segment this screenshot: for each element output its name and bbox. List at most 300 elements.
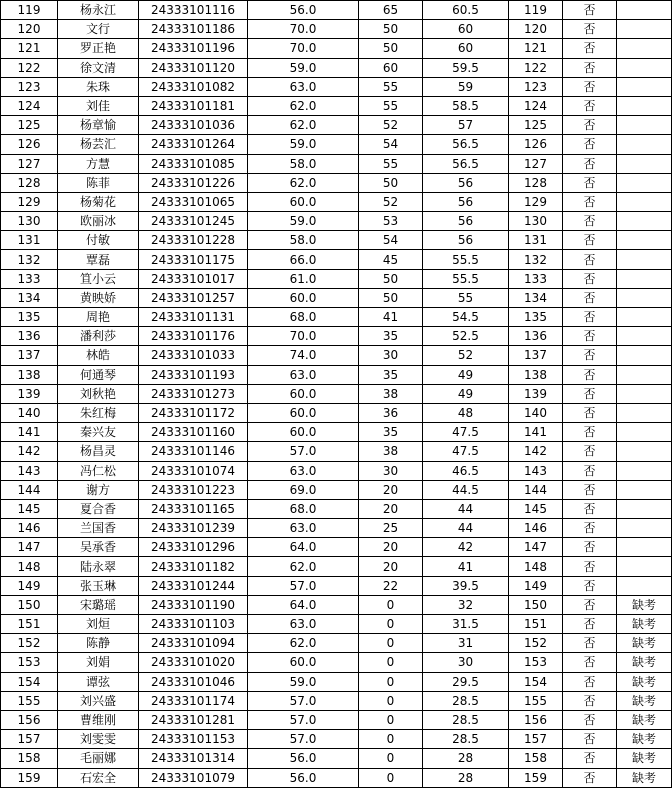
table-row bbox=[1, 20, 672, 39]
table-row bbox=[1, 365, 672, 384]
row-number-cell: 140 bbox=[1, 403, 58, 422]
enter-status-cell: 否 bbox=[563, 308, 617, 327]
table-row bbox=[1, 442, 672, 461]
interview-score-cell: 0 bbox=[359, 634, 423, 653]
interview-score-cell: 55 bbox=[359, 154, 423, 173]
enter-status-cell: 否 bbox=[563, 691, 617, 710]
enter-status-cell: 否 bbox=[563, 96, 617, 115]
candidate-name-cell: 曹维刚 bbox=[58, 710, 139, 729]
interview-score-cell: 20 bbox=[359, 538, 423, 557]
interview-score-cell: 0 bbox=[359, 710, 423, 729]
written-score-cell: 58.0 bbox=[248, 231, 359, 250]
enter-status-cell: 否 bbox=[563, 461, 617, 480]
exam-id-cell: 24333101074 bbox=[139, 461, 248, 480]
enter-status-cell: 否 bbox=[563, 768, 617, 787]
enter-status-cell: 否 bbox=[563, 116, 617, 135]
rank-cell: 141 bbox=[509, 423, 563, 442]
rank-cell: 122 bbox=[509, 58, 563, 77]
remark-cell bbox=[617, 96, 672, 115]
exam-id-cell: 24333101160 bbox=[139, 423, 248, 442]
written-score-cell: 60.0 bbox=[248, 288, 359, 307]
rank-cell: 146 bbox=[509, 519, 563, 538]
table-row bbox=[1, 192, 672, 211]
written-score-cell: 60.0 bbox=[248, 403, 359, 422]
table-row bbox=[1, 730, 672, 749]
candidate-name-cell: 石宏全 bbox=[58, 768, 139, 787]
remark-cell bbox=[617, 480, 672, 499]
interview-score-cell: 50 bbox=[359, 288, 423, 307]
exam-id-cell: 24333101174 bbox=[139, 691, 248, 710]
row-number-cell: 119 bbox=[1, 1, 58, 20]
candidate-name-cell: 刘佳 bbox=[58, 96, 139, 115]
written-score-cell: 60.0 bbox=[248, 192, 359, 211]
row-number-cell: 146 bbox=[1, 519, 58, 538]
remark-cell bbox=[617, 192, 672, 211]
written-score-cell: 68.0 bbox=[248, 308, 359, 327]
total-score-cell: 28.5 bbox=[423, 710, 509, 729]
table-row bbox=[1, 269, 672, 288]
written-score-cell: 59.0 bbox=[248, 212, 359, 231]
enter-status-cell: 否 bbox=[563, 615, 617, 634]
total-score-cell: 60.5 bbox=[423, 1, 509, 20]
enter-status-cell: 否 bbox=[563, 288, 617, 307]
total-score-cell: 60 bbox=[423, 39, 509, 58]
written-score-cell: 62.0 bbox=[248, 634, 359, 653]
enter-status-cell: 否 bbox=[563, 135, 617, 154]
candidate-name-cell: 笪小云 bbox=[58, 269, 139, 288]
row-number-cell: 126 bbox=[1, 135, 58, 154]
rank-cell: 159 bbox=[509, 768, 563, 787]
candidate-name-cell: 谢方 bbox=[58, 480, 139, 499]
table-row bbox=[1, 154, 672, 173]
table-row bbox=[1, 710, 672, 729]
candidate-name-cell: 付敏 bbox=[58, 231, 139, 250]
exam-id-cell: 24333101190 bbox=[139, 595, 248, 614]
row-number-cell: 155 bbox=[1, 691, 58, 710]
rank-cell: 121 bbox=[509, 39, 563, 58]
rank-cell: 124 bbox=[509, 96, 563, 115]
total-score-cell: 32 bbox=[423, 595, 509, 614]
exam-id-cell: 24333101146 bbox=[139, 442, 248, 461]
exam-id-cell: 24333101085 bbox=[139, 154, 248, 173]
total-score-cell: 56 bbox=[423, 212, 509, 231]
candidate-name-cell: 杨章愉 bbox=[58, 116, 139, 135]
interview-score-cell: 25 bbox=[359, 519, 423, 538]
candidate-name-cell: 方慧 bbox=[58, 154, 139, 173]
table-row bbox=[1, 595, 672, 614]
interview-score-cell: 38 bbox=[359, 442, 423, 461]
written-score-cell: 61.0 bbox=[248, 269, 359, 288]
enter-status-cell: 否 bbox=[563, 557, 617, 576]
total-score-cell: 56.5 bbox=[423, 154, 509, 173]
rank-cell: 148 bbox=[509, 557, 563, 576]
candidate-name-cell: 林皓 bbox=[58, 346, 139, 365]
written-score-cell: 64.0 bbox=[248, 538, 359, 557]
candidate-name-cell: 杨昌灵 bbox=[58, 442, 139, 461]
written-score-cell: 74.0 bbox=[248, 346, 359, 365]
rank-cell: 149 bbox=[509, 576, 563, 595]
total-score-cell: 56 bbox=[423, 173, 509, 192]
candidate-name-cell: 覃磊 bbox=[58, 250, 139, 269]
interview-score-cell: 0 bbox=[359, 653, 423, 672]
remark-cell bbox=[617, 576, 672, 595]
total-score-cell: 42 bbox=[423, 538, 509, 557]
rank-cell: 120 bbox=[509, 20, 563, 39]
total-score-cell: 58.5 bbox=[423, 96, 509, 115]
written-score-cell: 70.0 bbox=[248, 39, 359, 58]
exam-id-cell: 24333101239 bbox=[139, 519, 248, 538]
row-number-cell: 121 bbox=[1, 39, 58, 58]
rank-cell: 126 bbox=[509, 135, 563, 154]
rank-cell: 133 bbox=[509, 269, 563, 288]
exam-id-cell: 24333101186 bbox=[139, 20, 248, 39]
table-row bbox=[1, 480, 672, 499]
total-score-cell: 46.5 bbox=[423, 461, 509, 480]
enter-status-cell: 否 bbox=[563, 269, 617, 288]
candidate-name-cell: 陆永翠 bbox=[58, 557, 139, 576]
total-score-cell: 55.5 bbox=[423, 269, 509, 288]
total-score-cell: 52.5 bbox=[423, 327, 509, 346]
rank-cell: 155 bbox=[509, 691, 563, 710]
candidate-name-cell: 杨芸汇 bbox=[58, 135, 139, 154]
remark-cell bbox=[617, 58, 672, 77]
enter-status-cell: 否 bbox=[563, 519, 617, 538]
interview-score-cell: 20 bbox=[359, 499, 423, 518]
rank-cell: 125 bbox=[509, 116, 563, 135]
rank-cell: 152 bbox=[509, 634, 563, 653]
rank-cell: 143 bbox=[509, 461, 563, 480]
row-number-cell: 122 bbox=[1, 58, 58, 77]
interview-score-cell: 22 bbox=[359, 576, 423, 595]
interview-score-cell: 0 bbox=[359, 730, 423, 749]
table-row bbox=[1, 653, 672, 672]
enter-status-cell: 否 bbox=[563, 480, 617, 499]
remark-cell bbox=[617, 384, 672, 403]
rank-cell: 123 bbox=[509, 77, 563, 96]
rank-cell: 140 bbox=[509, 403, 563, 422]
exam-id-cell: 24333101181 bbox=[139, 96, 248, 115]
rank-cell: 131 bbox=[509, 231, 563, 250]
interview-score-cell: 50 bbox=[359, 39, 423, 58]
rank-cell: 157 bbox=[509, 730, 563, 749]
interview-score-cell: 35 bbox=[359, 423, 423, 442]
row-number-cell: 135 bbox=[1, 308, 58, 327]
candidate-name-cell: 刘烜 bbox=[58, 615, 139, 634]
exam-id-cell: 24333101228 bbox=[139, 231, 248, 250]
candidate-name-cell: 朱红梅 bbox=[58, 403, 139, 422]
rank-cell: 145 bbox=[509, 499, 563, 518]
rank-cell: 132 bbox=[509, 250, 563, 269]
row-number-cell: 132 bbox=[1, 250, 58, 269]
written-score-cell: 62.0 bbox=[248, 116, 359, 135]
enter-status-cell: 否 bbox=[563, 499, 617, 518]
exam-id-cell: 24333101296 bbox=[139, 538, 248, 557]
table-row bbox=[1, 634, 672, 653]
interview-score-cell: 0 bbox=[359, 691, 423, 710]
table-row bbox=[1, 768, 672, 787]
table-row bbox=[1, 749, 672, 768]
written-score-cell: 60.0 bbox=[248, 384, 359, 403]
remark-cell bbox=[617, 135, 672, 154]
remark-cell bbox=[617, 461, 672, 480]
enter-status-cell: 否 bbox=[563, 403, 617, 422]
enter-status-cell: 否 bbox=[563, 576, 617, 595]
row-number-cell: 124 bbox=[1, 96, 58, 115]
enter-status-cell: 否 bbox=[563, 653, 617, 672]
total-score-cell: 56 bbox=[423, 192, 509, 211]
exam-id-cell: 24333101103 bbox=[139, 615, 248, 634]
total-score-cell: 41 bbox=[423, 557, 509, 576]
interview-score-cell: 55 bbox=[359, 77, 423, 96]
written-score-cell: 59.0 bbox=[248, 58, 359, 77]
exam-id-cell: 24333101176 bbox=[139, 327, 248, 346]
remark-cell bbox=[617, 269, 672, 288]
candidate-name-cell: 张玉琳 bbox=[58, 576, 139, 595]
candidate-name-cell: 杨永江 bbox=[58, 1, 139, 20]
row-number-cell: 133 bbox=[1, 269, 58, 288]
remark-cell: 缺考 bbox=[617, 653, 672, 672]
enter-status-cell: 否 bbox=[563, 58, 617, 77]
candidate-name-cell: 陈菲 bbox=[58, 173, 139, 192]
candidate-name-cell: 宋璐瑶 bbox=[58, 595, 139, 614]
table-row bbox=[1, 557, 672, 576]
written-score-cell: 56.0 bbox=[248, 768, 359, 787]
total-score-cell: 28.5 bbox=[423, 691, 509, 710]
candidate-name-cell: 欧丽冰 bbox=[58, 212, 139, 231]
candidate-name-cell: 徐文清 bbox=[58, 58, 139, 77]
rank-cell: 147 bbox=[509, 538, 563, 557]
exam-id-cell: 24333101153 bbox=[139, 730, 248, 749]
exam-id-cell: 24333101175 bbox=[139, 250, 248, 269]
enter-status-cell: 否 bbox=[563, 327, 617, 346]
table-row bbox=[1, 423, 672, 442]
remark-cell: 缺考 bbox=[617, 749, 672, 768]
exam-id-cell: 24333101033 bbox=[139, 346, 248, 365]
row-number-cell: 130 bbox=[1, 212, 58, 231]
interview-score-cell: 35 bbox=[359, 327, 423, 346]
remark-cell bbox=[617, 39, 672, 58]
candidate-name-cell: 吴承香 bbox=[58, 538, 139, 557]
remark-cell bbox=[617, 250, 672, 269]
total-score-cell: 60 bbox=[423, 20, 509, 39]
total-score-cell: 59.5 bbox=[423, 58, 509, 77]
exam-id-cell: 24333101036 bbox=[139, 116, 248, 135]
enter-status-cell: 否 bbox=[563, 730, 617, 749]
rank-cell: 119 bbox=[509, 1, 563, 20]
enter-status-cell: 否 bbox=[563, 173, 617, 192]
candidate-name-cell: 谭弦 bbox=[58, 672, 139, 691]
exam-id-cell: 24333101182 bbox=[139, 557, 248, 576]
candidate-name-cell: 刘兴盛 bbox=[58, 691, 139, 710]
candidate-name-cell: 刘娟 bbox=[58, 653, 139, 672]
exam-id-cell: 24333101046 bbox=[139, 672, 248, 691]
enter-status-cell: 否 bbox=[563, 749, 617, 768]
remark-cell bbox=[617, 403, 672, 422]
enter-status-cell: 否 bbox=[563, 538, 617, 557]
rank-cell: 153 bbox=[509, 653, 563, 672]
table-row bbox=[1, 58, 672, 77]
rank-cell: 135 bbox=[509, 308, 563, 327]
candidate-name-cell: 朱珠 bbox=[58, 77, 139, 96]
interview-score-cell: 30 bbox=[359, 461, 423, 480]
candidate-name-cell: 周艳 bbox=[58, 308, 139, 327]
rank-cell: 158 bbox=[509, 749, 563, 768]
total-score-cell: 28 bbox=[423, 768, 509, 787]
written-score-cell: 60.0 bbox=[248, 423, 359, 442]
rank-cell: 142 bbox=[509, 442, 563, 461]
rank-cell: 154 bbox=[509, 672, 563, 691]
total-score-cell: 39.5 bbox=[423, 576, 509, 595]
enter-status-cell: 否 bbox=[563, 672, 617, 691]
written-score-cell: 63.0 bbox=[248, 519, 359, 538]
row-number-cell: 157 bbox=[1, 730, 58, 749]
written-score-cell: 59.0 bbox=[248, 672, 359, 691]
enter-status-cell: 否 bbox=[563, 20, 617, 39]
table-row bbox=[1, 519, 672, 538]
written-score-cell: 63.0 bbox=[248, 365, 359, 384]
row-number-cell: 131 bbox=[1, 231, 58, 250]
row-number-cell: 159 bbox=[1, 768, 58, 787]
exam-id-cell: 24333101245 bbox=[139, 212, 248, 231]
interview-score-cell: 20 bbox=[359, 480, 423, 499]
written-score-cell: 57.0 bbox=[248, 730, 359, 749]
table-row bbox=[1, 615, 672, 634]
written-score-cell: 57.0 bbox=[248, 691, 359, 710]
total-score-cell: 56.5 bbox=[423, 135, 509, 154]
row-number-cell: 150 bbox=[1, 595, 58, 614]
candidate-name-cell: 陈静 bbox=[58, 634, 139, 653]
table-row bbox=[1, 576, 672, 595]
row-number-cell: 137 bbox=[1, 346, 58, 365]
exam-id-cell: 24333101226 bbox=[139, 173, 248, 192]
row-number-cell: 120 bbox=[1, 20, 58, 39]
remark-cell bbox=[617, 519, 672, 538]
total-score-cell: 49 bbox=[423, 365, 509, 384]
interview-score-cell: 0 bbox=[359, 595, 423, 614]
interview-score-cell: 20 bbox=[359, 557, 423, 576]
row-number-cell: 145 bbox=[1, 499, 58, 518]
row-number-cell: 128 bbox=[1, 173, 58, 192]
total-score-cell: 49 bbox=[423, 384, 509, 403]
rank-cell: 127 bbox=[509, 154, 563, 173]
remark-cell: 缺考 bbox=[617, 768, 672, 787]
exam-id-cell: 24333101165 bbox=[139, 499, 248, 518]
table-row bbox=[1, 1, 672, 20]
remark-cell bbox=[617, 1, 672, 20]
interview-score-cell: 41 bbox=[359, 308, 423, 327]
interview-score-cell: 53 bbox=[359, 212, 423, 231]
remark-cell bbox=[617, 499, 672, 518]
row-number-cell: 141 bbox=[1, 423, 58, 442]
total-score-cell: 44 bbox=[423, 499, 509, 518]
rank-cell: 136 bbox=[509, 327, 563, 346]
remark-cell bbox=[617, 365, 672, 384]
enter-status-cell: 否 bbox=[563, 442, 617, 461]
candidate-name-cell: 刘秋艳 bbox=[58, 384, 139, 403]
row-number-cell: 152 bbox=[1, 634, 58, 653]
table-row bbox=[1, 384, 672, 403]
row-number-cell: 148 bbox=[1, 557, 58, 576]
exam-id-cell: 24333101264 bbox=[139, 135, 248, 154]
rank-cell: 130 bbox=[509, 212, 563, 231]
row-number-cell: 123 bbox=[1, 77, 58, 96]
interview-score-cell: 45 bbox=[359, 250, 423, 269]
remark-cell bbox=[617, 20, 672, 39]
table-row bbox=[1, 672, 672, 691]
row-number-cell: 151 bbox=[1, 615, 58, 634]
remark-cell: 缺考 bbox=[617, 615, 672, 634]
exam-id-cell: 24333101273 bbox=[139, 384, 248, 403]
row-number-cell: 153 bbox=[1, 653, 58, 672]
exam-id-cell: 24333101314 bbox=[139, 749, 248, 768]
remark-cell bbox=[617, 442, 672, 461]
total-score-cell: 47.5 bbox=[423, 423, 509, 442]
candidate-name-cell: 毛丽娜 bbox=[58, 749, 139, 768]
table-row bbox=[1, 308, 672, 327]
candidate-name-cell: 黄映娇 bbox=[58, 288, 139, 307]
interview-score-cell: 0 bbox=[359, 768, 423, 787]
enter-status-cell: 否 bbox=[563, 250, 617, 269]
exam-id-cell: 24333101172 bbox=[139, 403, 248, 422]
enter-status-cell: 否 bbox=[563, 634, 617, 653]
row-number-cell: 136 bbox=[1, 327, 58, 346]
rank-cell: 139 bbox=[509, 384, 563, 403]
table-row bbox=[1, 499, 672, 518]
interview-score-cell: 36 bbox=[359, 403, 423, 422]
rank-cell: 129 bbox=[509, 192, 563, 211]
enter-status-cell: 否 bbox=[563, 710, 617, 729]
enter-status-cell: 否 bbox=[563, 365, 617, 384]
remark-cell bbox=[617, 346, 672, 365]
written-score-cell: 63.0 bbox=[248, 461, 359, 480]
enter-status-cell: 否 bbox=[563, 423, 617, 442]
written-score-cell: 62.0 bbox=[248, 557, 359, 576]
remark-cell bbox=[617, 231, 672, 250]
candidate-name-cell: 文行 bbox=[58, 20, 139, 39]
remark-cell: 缺考 bbox=[617, 691, 672, 710]
written-score-cell: 64.0 bbox=[248, 595, 359, 614]
row-number-cell: 127 bbox=[1, 154, 58, 173]
remark-cell bbox=[617, 423, 672, 442]
interview-score-cell: 65 bbox=[359, 1, 423, 20]
written-score-cell: 70.0 bbox=[248, 327, 359, 346]
interview-score-cell: 0 bbox=[359, 672, 423, 691]
remark-cell: 缺考 bbox=[617, 730, 672, 749]
remark-cell bbox=[617, 308, 672, 327]
written-score-cell: 69.0 bbox=[248, 480, 359, 499]
enter-status-cell: 否 bbox=[563, 231, 617, 250]
table-row bbox=[1, 288, 672, 307]
remark-cell bbox=[617, 173, 672, 192]
written-score-cell: 66.0 bbox=[248, 250, 359, 269]
remark-cell bbox=[617, 116, 672, 135]
remark-cell bbox=[617, 77, 672, 96]
exam-id-cell: 24333101131 bbox=[139, 308, 248, 327]
written-score-cell: 56.0 bbox=[248, 1, 359, 20]
total-score-cell: 28 bbox=[423, 749, 509, 768]
remark-cell bbox=[617, 538, 672, 557]
candidate-name-cell: 何通琴 bbox=[58, 365, 139, 384]
exam-id-cell: 24333101223 bbox=[139, 480, 248, 499]
total-score-cell: 31 bbox=[423, 634, 509, 653]
remark-cell bbox=[617, 557, 672, 576]
table-row bbox=[1, 77, 672, 96]
interview-score-cell: 0 bbox=[359, 615, 423, 634]
exam-id-cell: 24333101094 bbox=[139, 634, 248, 653]
interview-score-cell: 55 bbox=[359, 96, 423, 115]
interview-score-cell: 54 bbox=[359, 231, 423, 250]
table-row bbox=[1, 212, 672, 231]
